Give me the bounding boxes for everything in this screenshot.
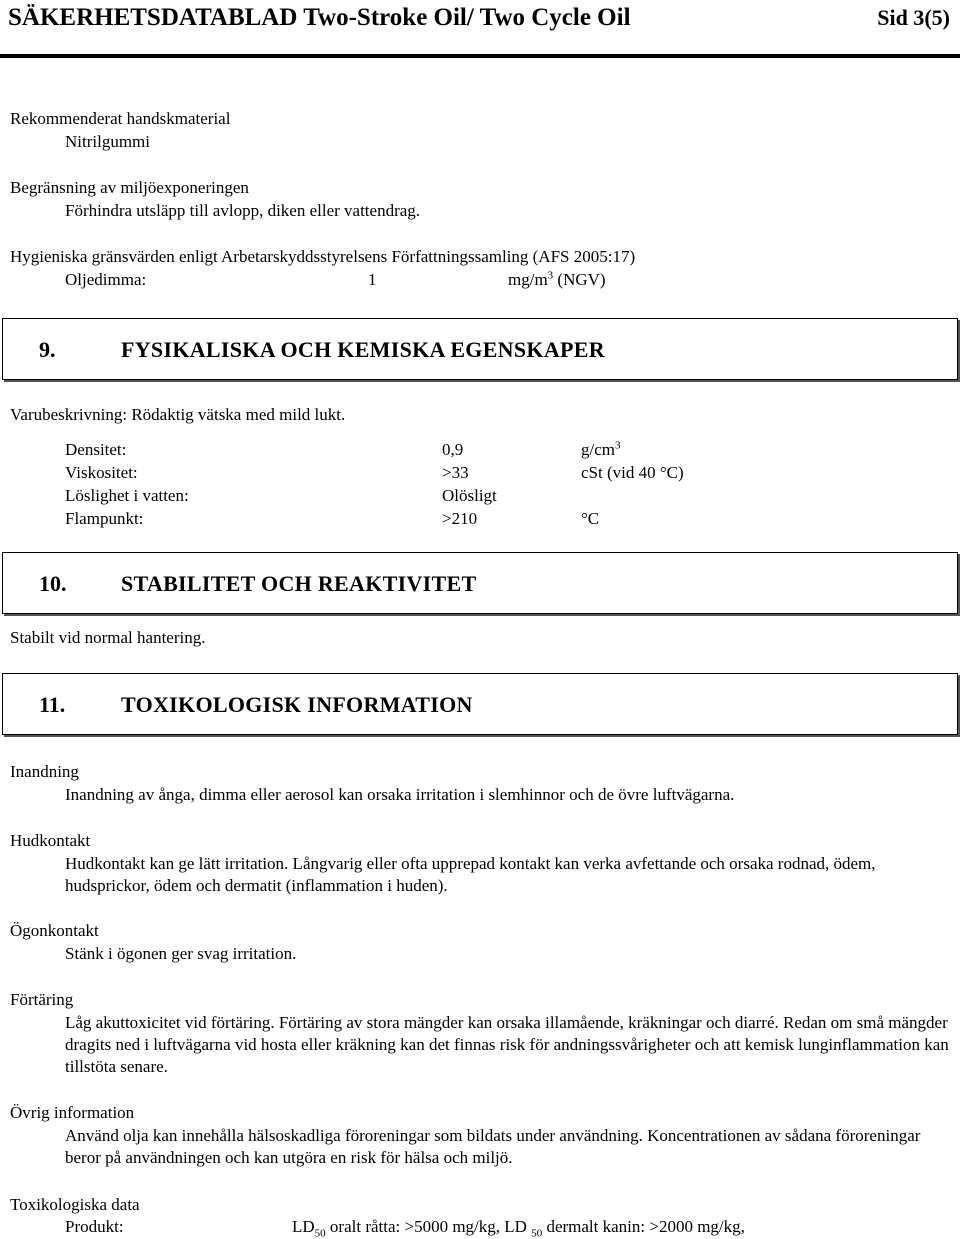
document-title: SÄKERHETSDATABLAD Two-Stroke Oil/ Two Cycle Oil [8, 4, 631, 31]
section-9-header [2, 318, 958, 380]
oil-mist-value: 1 [368, 270, 377, 289]
tox-item-label: Förtäring [10, 990, 74, 1009]
hygiene-limits-label: Hygieniska gränsvärden enligt Arbetarskyddsstyrelsens Författningssamling (AFS 2005:17) [10, 247, 636, 266]
property-name: Flampunkt: [65, 509, 144, 528]
property-value: >33 [442, 463, 469, 482]
tox-item-label: Övrig information [10, 1103, 135, 1122]
section-11-title: TOXIKOLOGISK INFORMATION [121, 692, 473, 717]
property-unit: °C [581, 509, 600, 528]
tox-item-label: Hudkontakt [10, 831, 91, 850]
tox-item-text: Stänk i ögonen ger svag irritation. [65, 944, 297, 963]
stability-text: Stabilt vid normal hantering. [10, 628, 206, 647]
section-9-title: FYSIKALISKA OCH KEMISKA EGENSKAPER [121, 337, 605, 362]
section-10-header [2, 552, 958, 614]
tox-item-label: Inandning [10, 762, 79, 781]
section-10-title: STABILITET OCH REAKTIVITET [121, 571, 477, 596]
product-label: Produkt: [65, 1217, 124, 1236]
oil-mist-name: Oljedimma: [65, 270, 147, 289]
page-number: Sid 3(5) [877, 5, 950, 30]
ld50-values: $LD_{50}$ oralt råtta: >5000 mg/kg, LD $_{50}$ dermalt kanin: >2000 mg/kg, [292, 1217, 745, 1239]
gloves-label: Rekommenderat handskmaterial [10, 109, 231, 128]
tox-item-label: Ögonkontakt [10, 921, 99, 940]
section-10-number: 10. [39, 571, 67, 596]
section-11-header [2, 673, 958, 735]
gloves-value: Nitrilgummi [65, 132, 150, 151]
property-unit: $g/cm^3$ [581, 439, 621, 459]
oil-mist-unit: $mg/m^3$ (NGV) [508, 269, 606, 289]
header-divider [0, 54, 960, 58]
property-value: Olösligt [442, 486, 497, 505]
section-11-number: 11. [39, 692, 66, 717]
tox-item-text: Hudkontakt kan ge lätt irritation. Långvarig eller ofta upprepad kontakt kan verka avfettande och orsaka rodnad, ödem, hudsprickor, ödem och dermatit (inflammation i huden). [65, 854, 876, 895]
property-unit: cSt (vid 40 °C) [581, 463, 684, 482]
section-9-number: 9. [39, 337, 56, 362]
tox-item-text: Använd olja kan innehålla hälsoskadliga föroreningar som bildats under användning. Koncentrationen av sådana föroreningar beror på användningen och kan utgöra en risk för hälsa och miljö. [65, 1126, 921, 1167]
property-name: Viskositet: [65, 463, 138, 482]
tox-item-text: Låg akuttoxicitet vid förtäring. Förtäring av stora mängder kan orsaka illamående, kräkningar och diarré. Redan om små mängder dragits ned i luftvägarna vid hosta eller kräkning kan det finnas risk för andningssvårigheter och att kemisk lunginflammation kan tillstöta senare. [65, 1013, 949, 1076]
env-exposure-label: Begränsning av miljöexponeringen [10, 178, 249, 197]
property-name: Densitet: [65, 440, 127, 459]
property-value: 0,9 [442, 440, 464, 459]
property-value: >210 [442, 509, 478, 528]
tox-data-label: Toxikologiska data [10, 1195, 140, 1214]
env-exposure-value: Förhindra utsläpp till avlopp, diken eller vattendrag. [65, 201, 421, 220]
product-description: Varubeskrivning: Rödaktig vätska med mild lukt. [10, 405, 346, 424]
property-name: Löslighet i vatten: [65, 486, 189, 505]
tox-item-text: Inandning av ånga, dimma eller aerosol kan orsaka irritation i slemhinnor och de övre luftvägarna. [65, 785, 735, 804]
